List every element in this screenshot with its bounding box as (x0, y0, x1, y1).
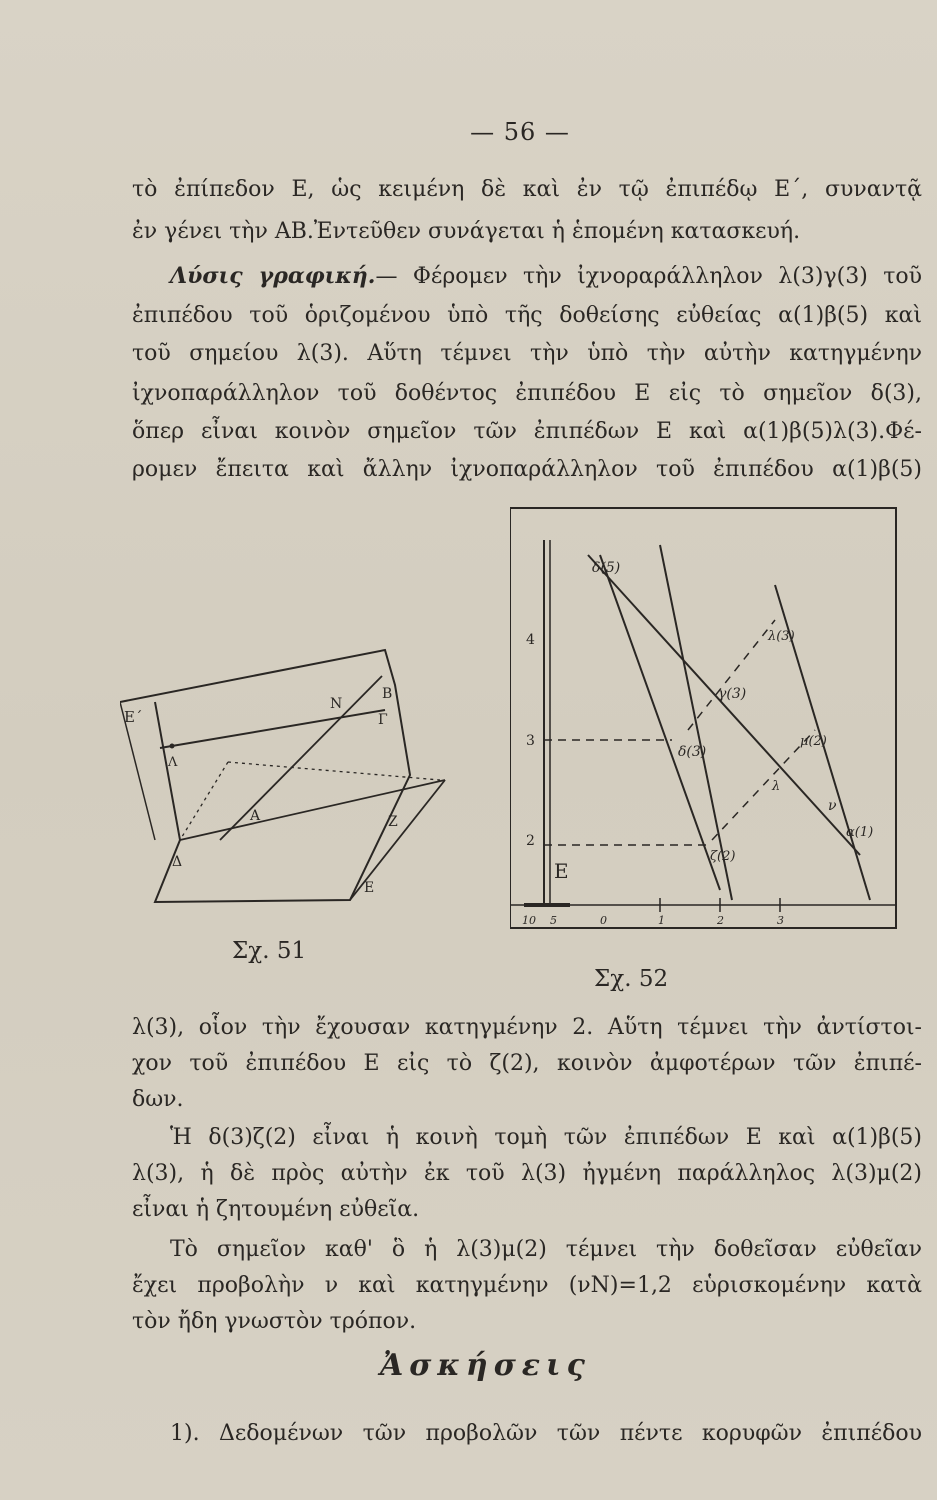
fig52-scale-label: 0 (600, 914, 607, 927)
fig51-label: Δ (172, 854, 183, 870)
fig52-label: γ(3) (718, 686, 747, 702)
fig52-label: ν (828, 798, 837, 814)
exercise-line: 1). Δεδομένων τῶν προβολῶν τῶν πέντε κορυφῶν ἐπιπέδου (170, 1421, 922, 1446)
text-line: λ(3), οἷον τὴν ἔχουσαν κατηγμένην 2. Αὕτη τέμνει τὴν ἀντίστοι- (132, 1015, 922, 1040)
exercises-heading: Ἀσκήσεις (380, 1348, 591, 1383)
fig52-scale-label: 1 (658, 914, 665, 927)
text-line: Ἡ δ(3)ζ(2) εἶναι ἡ κοινὴ τομὴ τῶν ἐπιπέδων Ε καὶ α(1)β(5) (170, 1125, 922, 1150)
text-line: Τὸ σημεῖον καθ' ὃ ἡ λ(3)μ(2) τέμνει τὴν δοθεῖσαν εὐθεῖαν (170, 1237, 922, 1262)
fig51-label: Ν (330, 696, 343, 712)
fig52-label: λ(3) (768, 629, 795, 644)
text-fragment: — Φέρομεν τὴν ἰχνοραράλληλον λ(3)γ(3) τοῦ (375, 264, 922, 289)
fig52-line-ab (588, 555, 860, 855)
fig51-label: Β (382, 686, 393, 702)
fig52-label: 4 (526, 632, 535, 648)
text-line: ἐπιπέδου τοῦ ὁριζομένου ὑπὸ τῆς δοθείσης εὐθείας α(1)β(5) καὶ (132, 303, 922, 328)
text-line: ρομεν ἔπειτα καὶ ἄλλην ἰχνοπαράλληλον τοῦ ἐπιπέδου α(1)β(5) (132, 457, 922, 482)
fig52-label: μ(2) (800, 734, 827, 749)
figure-51 (120, 640, 470, 920)
fig51-label: Ε (364, 880, 375, 896)
fig52-label: 2 (526, 833, 535, 849)
fig51-label: Λ (168, 755, 178, 770)
fig52-scale-label: 5 (550, 914, 557, 927)
fig52-line (600, 555, 720, 890)
figure-52 (510, 500, 906, 940)
text-line: χον τοῦ ἐπιπέδου Ε εἰς τὸ ζ(2), κοινὸν ἀμφοτέρων τῶν ἐπιπέ- (132, 1051, 922, 1076)
fig51-label: Α (250, 808, 261, 824)
fig52-line (660, 545, 732, 900)
fig52-scale-label: 10 (522, 914, 536, 927)
text-line: ἰχνοπαράλληλον τοῦ δοθέντος ἐπιπέδου Ε εἰς τὸ σημεῖον δ(3), (132, 381, 922, 406)
fig51-label: Γ (378, 712, 388, 728)
fig52-label: δ(5) (592, 560, 621, 576)
text-line: εἶναι ἡ ζητουμένη εὐθεῖα. (132, 1197, 420, 1222)
fig51-line-ab (220, 676, 382, 840)
text-line: ἔχει προβολὴν ν καὶ κατηγμένην (νΝ)=1,2 εὑρισκομένην κατὰ (132, 1273, 922, 1298)
fig52-scale-label: 3 (777, 914, 784, 927)
text-line: ὅπερ εἶναι κοινὸν σημεῖον τῶν ἐπιπέδων Ε καὶ α(1)β(5)λ(3).Φέ- (132, 419, 922, 444)
text-line: τοῦ σημείου λ(3). Αὕτη τέμνει τὴν ὑπὸ τὴν αὐτὴν κατηγμένην (132, 341, 922, 366)
text-line (170, 262, 922, 291)
text-line: δων. (132, 1087, 184, 1112)
fig52-label: Ε (554, 859, 569, 883)
fig51-line-ln (160, 710, 385, 748)
text-line: τὸ ἐπίπεδον Ε, ὡς κειμένη δὲ καὶ ἐν τῷ ἐπιπέδῳ Ε΄, συναντᾷ (132, 177, 922, 202)
figure-52-caption: Σχ. 52 (594, 966, 669, 992)
text-line: ἐν γένει τὴν ΑΒ.Ἐντεῦθεν συνάγεται ἡ ἑπομένη κατασκευή. (132, 219, 801, 244)
text-line: τὸν ἤδη γνωστὸν τρόπον. (132, 1309, 417, 1334)
fig51-outline (120, 650, 410, 902)
figure-51-caption: Σχ. 51 (232, 938, 307, 964)
fig51-label: Ε΄ (124, 708, 143, 726)
fig52-label: 3 (526, 733, 535, 749)
fig51-point (170, 744, 175, 749)
fig52-scale-label: 2 (717, 914, 724, 927)
fig51-dotted (180, 762, 228, 840)
fig52-label: λ (772, 779, 781, 794)
fig52-label: ζ(2) (710, 849, 736, 864)
text-line: λ(3), ἡ δὲ πρὸς αὐτὴν ἐκ τοῦ λ(3) ἠγμένη παράλληλος λ(3)μ(2) (132, 1161, 922, 1186)
page-number: — 56 — (470, 118, 570, 146)
fig52-label: δ(3) (678, 744, 707, 760)
fig52-label: α(1) (846, 825, 874, 840)
fig51-label: Ζ (388, 814, 398, 830)
solution-heading: Λύσις γραφική. (170, 263, 376, 289)
